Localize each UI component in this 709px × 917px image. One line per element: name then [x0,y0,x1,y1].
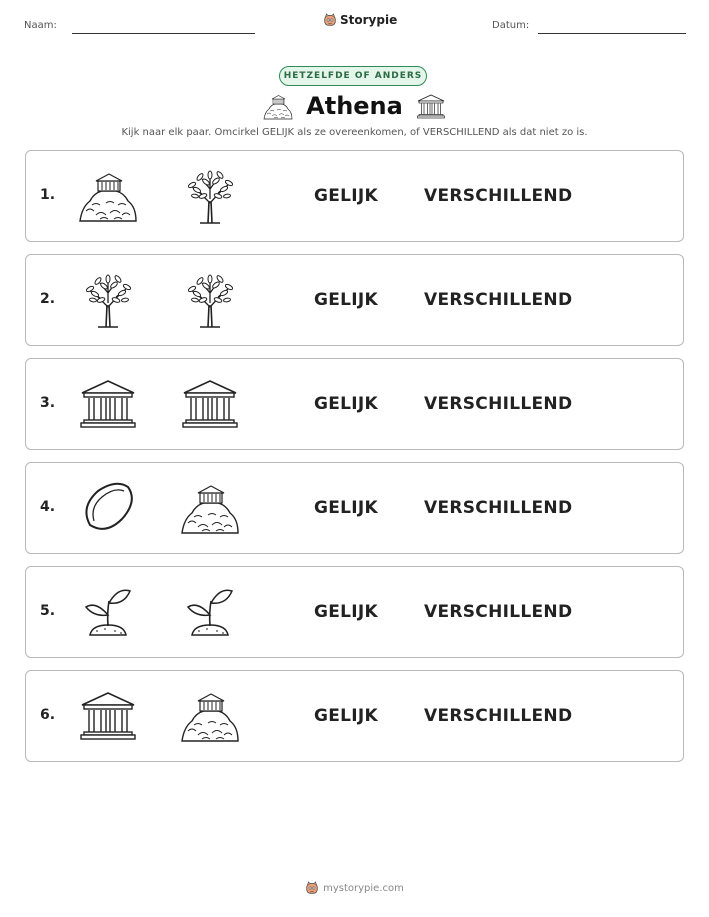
temple-icon [415,90,447,122]
olive-tree-icon [178,163,242,227]
question-card [25,150,684,242]
option-same[interactable]: GELIJK [314,602,379,622]
date-label: Datum: [492,20,530,31]
question-card [25,566,684,658]
date-input-line[interactable] [538,33,686,34]
page-title: Athena [306,92,403,120]
mascot-icon [323,12,337,28]
option-same[interactable]: GELIJK [314,290,379,310]
acropolis-icon [76,163,140,227]
question-number: 1. [40,187,56,203]
option-different[interactable]: VERSCHILLEND [424,186,573,206]
option-different[interactable]: VERSCHILLEND [424,394,573,414]
name-label: Naam: [24,20,57,31]
acropolis-icon [262,90,294,122]
question-card [25,358,684,450]
option-same[interactable]: GELIJK [314,706,379,726]
footer [0,880,709,896]
storypie-logo [323,12,397,28]
temple-icon [76,683,140,747]
question-number: 3. [40,395,56,411]
question-card [25,670,684,762]
instructions: Kijk naar elk paar. Omcirkel GELIJK als ze overeenkomen, of VERSCHILLEND als dat niet zo is. [121,127,588,138]
acropolis-icon [178,475,242,539]
option-same[interactable]: GELIJK [314,186,379,206]
question-number: 4. [40,499,56,515]
footer-url[interactable]: mystorypie.com [323,882,404,894]
question-card [25,254,684,346]
sprout-icon [178,579,242,643]
question-number: 2. [40,291,56,307]
option-different[interactable]: VERSCHILLEND [424,290,573,310]
acropolis-icon [178,683,242,747]
sprout-icon [76,579,140,643]
question-number: 5. [40,603,56,619]
option-same[interactable]: GELIJK [314,498,379,518]
temple-icon [76,371,140,435]
option-same[interactable]: GELIJK [314,394,379,414]
option-different[interactable]: VERSCHILLEND [424,498,573,518]
name-input-line[interactable] [72,33,255,34]
option-different[interactable]: VERSCHILLEND [424,602,573,622]
temple-icon [178,371,242,435]
option-different[interactable]: VERSCHILLEND [424,706,573,726]
question-card [25,462,684,554]
question-number: 6. [40,707,56,723]
worksheet-type-badge: HETZELFDE OF ANDERS [279,66,427,86]
olive-tree-icon [178,267,242,331]
brand-name: Storypie [340,13,398,27]
title-row [0,90,709,122]
mascot-icon [305,880,319,896]
olive-tree-icon [76,267,140,331]
seed-icon [76,475,140,539]
